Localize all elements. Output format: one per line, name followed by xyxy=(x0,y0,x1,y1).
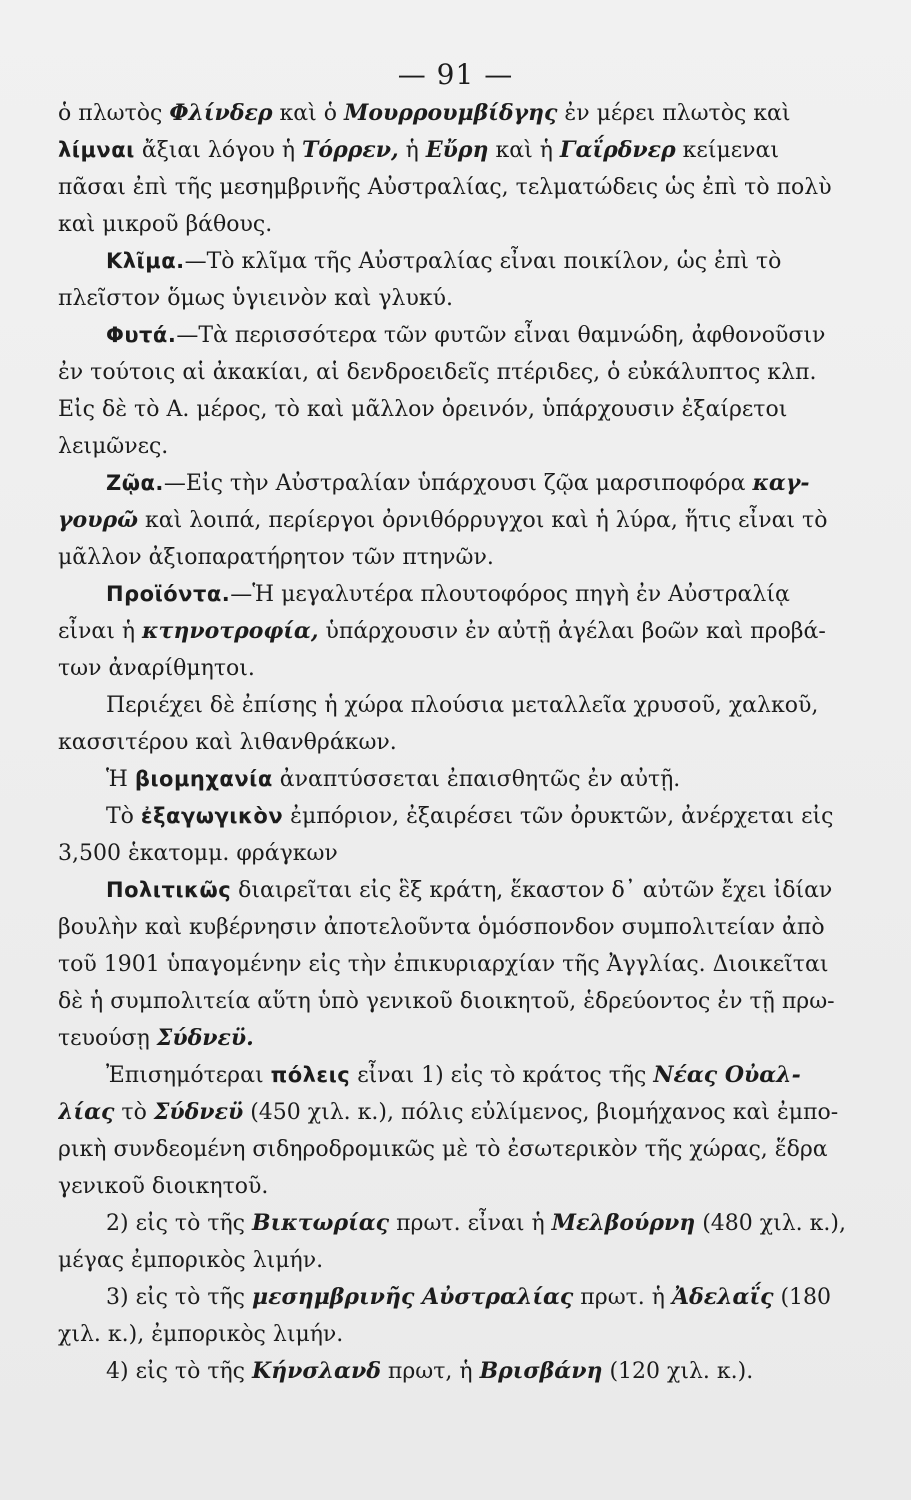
emphasized-term: Φυτά. xyxy=(106,323,177,347)
text-line xyxy=(58,1242,878,1279)
text-run: Τὸ xyxy=(106,804,141,829)
text-line xyxy=(58,1131,878,1168)
text-line xyxy=(58,1020,878,1057)
text-line xyxy=(58,95,878,132)
text-run: καὶ μικροῦ βάθους. xyxy=(58,212,273,237)
emphasized-term: Νέας Οὐαλ- xyxy=(653,1062,801,1088)
text-run: Περιέχει δὲ ἐπίσης ἡ χώρα πλούσια μεταλλεῖα χρυσοῦ, χαλκοῦ, xyxy=(106,693,819,718)
text-line xyxy=(58,835,878,872)
text-run: ἄξιαι λόγου ἡ xyxy=(134,138,303,163)
text-run: χιλ. κ.), ἐμπορικὸς λιμήν. xyxy=(58,1322,344,1347)
text-line xyxy=(58,576,878,613)
text-run: πρωτ. ἡ xyxy=(573,1285,672,1310)
text-line xyxy=(58,909,878,946)
emphasized-term: Γαΐρδνερ xyxy=(559,137,676,163)
text-line xyxy=(58,1168,878,1205)
text-line xyxy=(58,1205,878,1242)
text-run: δὲ ἡ συμπολιτεία αὕτη ὑπὸ γενικοῦ διοικητοῦ, ἑδρεύοντος ἐν τῇ πρω- xyxy=(58,989,835,1014)
emphasized-term: λίας xyxy=(58,1099,115,1125)
text-line xyxy=(58,391,878,428)
text-run: Ἐπισημότεραι xyxy=(106,1063,271,1088)
text-line xyxy=(58,983,878,1020)
text-run: Ἡ xyxy=(106,767,135,792)
text-run: πρωτ. εἶναι ἡ xyxy=(389,1211,552,1236)
emphasized-term: ἐξαγωγικὸν xyxy=(140,804,284,828)
text-run: τοῦ 1901 ὑπαγομένην εἰς τὴν ἐπικυριαρχίαν τῆς Ἀγγλίας. Διοικεῖται xyxy=(58,952,829,977)
emphasized-term: Κήνσλανδ xyxy=(252,1358,381,1384)
text-run: καὶ λοιπά, περίεργοι ὀρνιθόρρυγχοι καὶ ἡ λύρα, ἥτις εἶναι τὸ xyxy=(138,508,828,533)
text-run: 2) εἰς τὸ τῆς xyxy=(106,1211,252,1236)
emphasized-term: Φλίνδερ xyxy=(169,100,273,126)
text-line xyxy=(58,946,878,983)
text-run: κασσιτέρου καὶ λιθανθράκων. xyxy=(58,730,397,755)
emphasized-term: Κλῖμα. xyxy=(106,249,185,273)
emphasized-term: Βρισβάνη xyxy=(479,1358,603,1384)
text-run: —Τὸ κλῖμα τῆς Αὐστραλίας εἶναι ποικίλον, ὡς ἐπὶ τὸ xyxy=(184,249,782,274)
text-run: εἶναι ἡ xyxy=(58,619,143,644)
emphasized-term: Βικτωρίας xyxy=(252,1210,390,1236)
text-run: διαιρεῖται εἰς ἓξ κράτη, ἕκαστον δ᾽ αὐτῶν ἔχει ἰδίαν xyxy=(231,878,833,903)
emphasized-term: Μουρρουμβίδγης xyxy=(343,100,558,126)
text-run: μᾶλλον ἀξιοπαρατήρητον τῶν πτηνῶν. xyxy=(58,545,494,570)
emphasized-term: Μελβούρνη xyxy=(551,1210,696,1236)
text-line xyxy=(58,724,878,761)
text-run: ἀναπτύσσεται ἐπαισθητῶς ἐν αὐτῇ. xyxy=(272,767,681,792)
text-run: ἐν τούτοις αἱ ἀκακίαι, αἱ δενδροειδεῖς πτέριδες, ὁ εὐκάλυπτος κλπ. xyxy=(58,360,817,385)
emphasized-term: Σύδνεϋ xyxy=(153,1099,244,1125)
text-line xyxy=(58,872,878,909)
emphasized-term: Σύδνεϋ. xyxy=(156,1025,254,1051)
text-line xyxy=(58,206,878,243)
text-run: ρικὴ συνδεομένη σιδηροδρομικῶς μὲ τὸ ἐσωτερικὸν τῆς χώρας, ἕδρα xyxy=(58,1137,828,1162)
text-line xyxy=(58,1353,878,1390)
emphasized-term: Προϊόντα. xyxy=(106,582,231,606)
text-run: πρωτ, ἡ xyxy=(380,1359,480,1384)
emphasized-term: Ἀδελαΐς xyxy=(671,1284,774,1310)
text-run: εἶναι 1) εἰς τὸ κράτος τῆς xyxy=(350,1063,654,1088)
emphasized-term: πόλεις xyxy=(270,1063,351,1087)
text-run: ἐμπόριον, ἐξαιρέσει τῶν ὀρυκτῶν, ἀνέρχεται εἰς xyxy=(283,804,834,829)
emphasized-term: Πολιτικῶς xyxy=(106,878,232,902)
text-line xyxy=(58,1279,878,1316)
text-run: ὁ πλωτὸς xyxy=(58,101,170,126)
text-run: κείμεναι xyxy=(675,138,780,163)
text-run: πλεῖστον ὅμως ὑγιεινὸν καὶ γλυκύ. xyxy=(58,286,453,311)
text-run: ὑπάρχουσιν ἐν αὐτῇ ἀγέλαι βοῶν καὶ προβά- xyxy=(318,619,826,644)
text-run: (120 χιλ. κ.). xyxy=(602,1359,754,1384)
text-line xyxy=(58,798,878,835)
text-line xyxy=(58,687,878,724)
emphasized-term: καγ- xyxy=(752,470,810,496)
emphasized-term: Τόρρεν, xyxy=(302,137,399,163)
text-line xyxy=(58,502,878,539)
text-run: (450 χιλ. κ.), πόλις εὐλίμενος, βιομήχανος καὶ ἐμπο- xyxy=(243,1100,839,1125)
text-line xyxy=(58,132,878,169)
text-run: 4) εἰς τὸ τῆς xyxy=(106,1359,252,1384)
text-line xyxy=(58,1094,878,1131)
text-line xyxy=(58,761,878,798)
text-run: 3,500 ἑκατομμ. φράγκων xyxy=(58,841,338,866)
emphasized-term: Εὔρη xyxy=(425,137,489,163)
text-line xyxy=(58,613,878,650)
text-run: βουλὴν καὶ κυβέρνησιν ἀποτελοῦντα ὁμόσπονδον συμπολιτείαν ἀπὸ xyxy=(58,915,825,940)
text-run: ἡ xyxy=(398,138,426,163)
text-run: (180 xyxy=(773,1285,832,1310)
emphasized-term: μεσημβρινῆς Αὐστραλίας xyxy=(252,1284,574,1310)
emphasized-term: γουρῶ xyxy=(58,507,139,533)
text-line xyxy=(58,650,878,687)
body-text xyxy=(58,95,878,1390)
text-line xyxy=(58,354,878,391)
emphasized-term: Ζῷα. xyxy=(106,471,164,495)
text-line xyxy=(58,1057,878,1094)
page-number: — 91 — xyxy=(397,58,514,91)
text-line xyxy=(58,539,878,576)
emphasized-term: κτηνοτροφία, xyxy=(142,618,319,644)
text-line xyxy=(58,317,878,354)
text-run: γενικοῦ διοικητοῦ. xyxy=(58,1174,269,1199)
text-run: 3) εἰς τὸ τῆς xyxy=(106,1285,252,1310)
text-line xyxy=(58,169,878,206)
text-run: —Τὰ περισσότερα τῶν φυτῶν εἶναι θαμνώδη, ἀφθονοῦσιν xyxy=(176,323,826,348)
text-run: τὸ xyxy=(114,1100,154,1125)
text-run: —Εἰς τὴν Αὐστραλίαν ὑπάρχουσι ζῷα μαρσιποφόρα xyxy=(163,471,753,496)
text-run: καὶ ὁ xyxy=(272,101,344,126)
text-line xyxy=(58,465,878,502)
text-run: (480 χιλ. κ.), xyxy=(695,1211,846,1236)
text-run: μέγας ἐμπορικὸς λιμήν. xyxy=(58,1248,324,1273)
text-run: τευούσῃ xyxy=(58,1026,157,1051)
text-run: καὶ ἡ xyxy=(488,138,560,163)
emphasized-term: λίμναι xyxy=(58,138,135,162)
text-run: Εἰς δὲ τὸ Α. μέρος, τὸ καὶ μᾶλλον ὀρεινόν, ὑπάρχουσιν ἐξαίρετοι xyxy=(58,397,788,422)
emphasized-term: βιομηχανία xyxy=(134,767,273,791)
text-run: ἐν μέρει πλωτὸς καὶ xyxy=(557,101,791,126)
text-line xyxy=(58,280,878,317)
text-line xyxy=(58,428,878,465)
text-run: —Ἡ μεγαλυτέρα πλουτοφόρος πηγὴ ἐν Αὐστραλίᾳ xyxy=(230,582,790,607)
text-line xyxy=(58,1316,878,1353)
text-run: των ἀναρίθμητοι. xyxy=(58,656,255,681)
text-line xyxy=(58,243,878,280)
text-run: λειμῶνες. xyxy=(58,434,169,459)
text-run: πᾶσαι ἐπὶ τῆς μεσημβρινῆς Αὐστραλίας, τελματώδεις ὡς ἐπὶ τὸ πολὺ xyxy=(58,175,832,200)
